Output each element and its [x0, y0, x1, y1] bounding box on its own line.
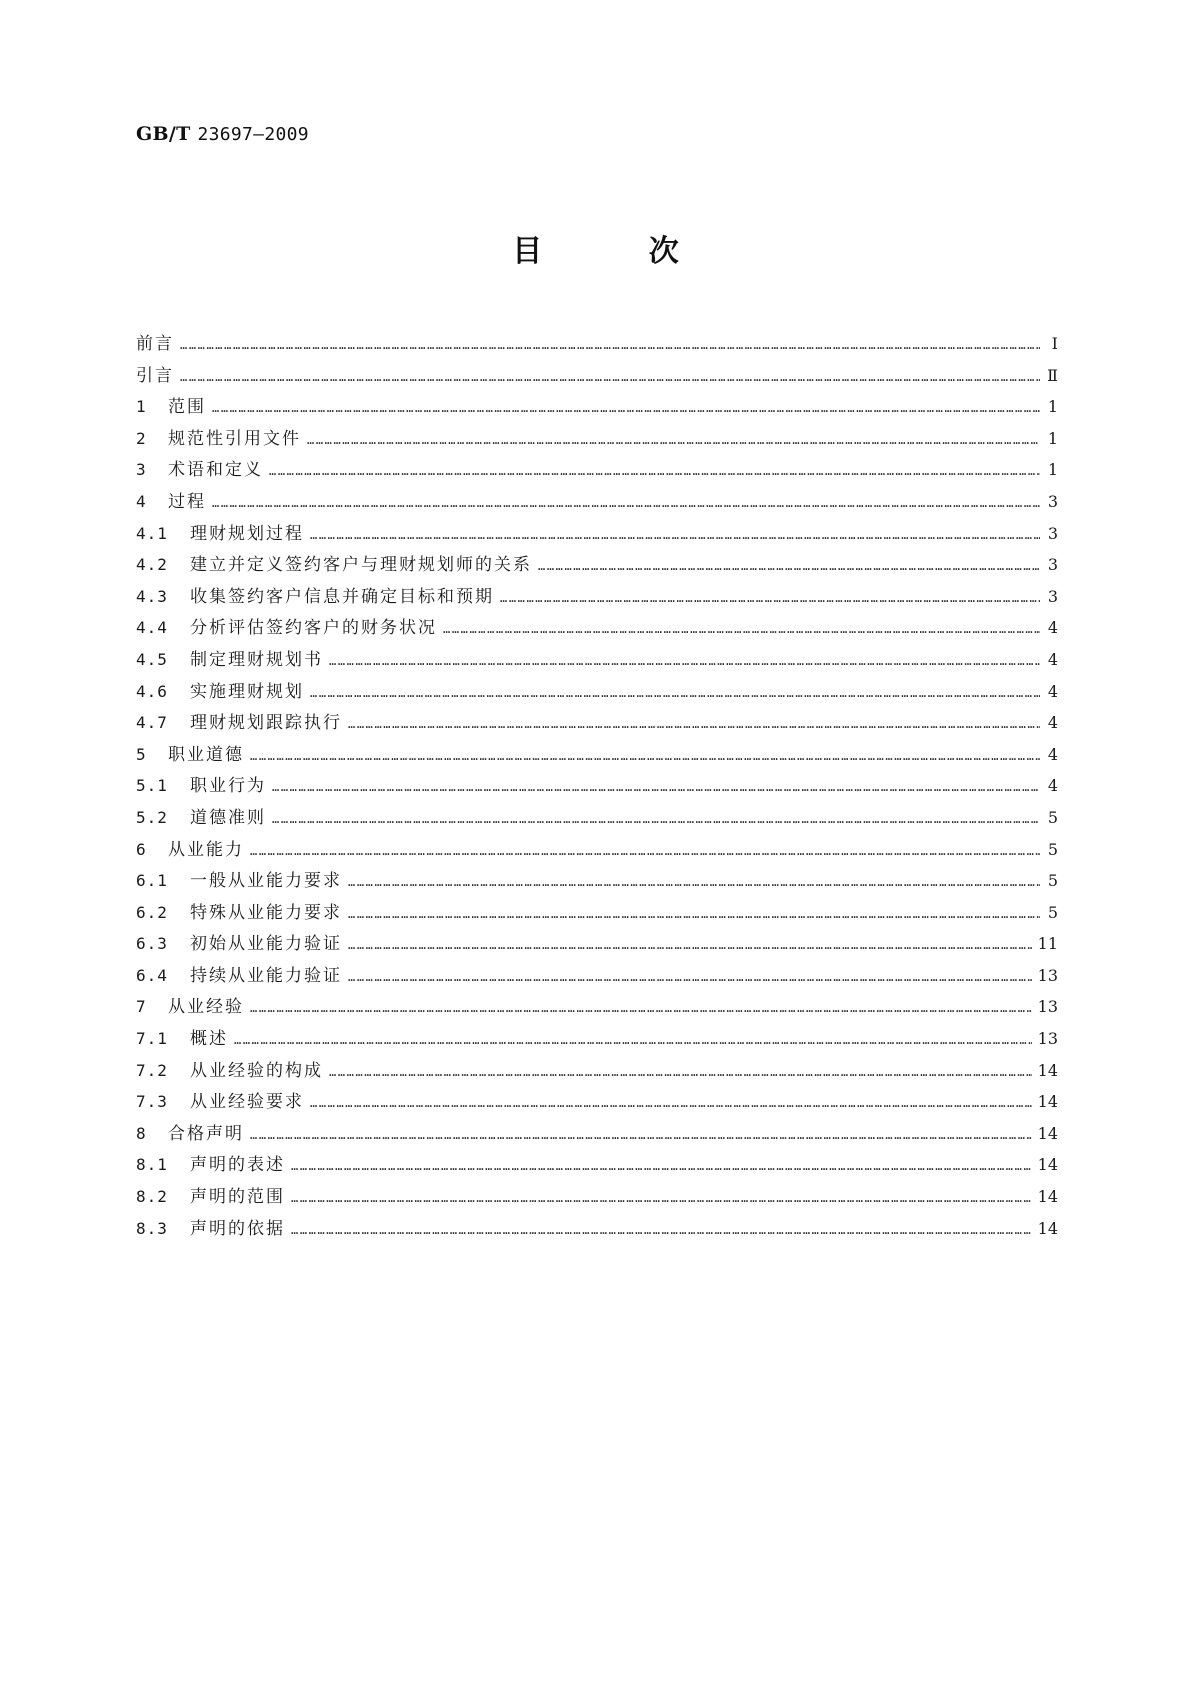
toc-dot-leader: [234, 1025, 1032, 1057]
toc-entry[interactable]: [136, 423, 1058, 455]
toc-entry-title: 初始从业能力验证: [190, 934, 342, 955]
toc-entry-number: 8.3: [136, 1218, 168, 1238]
toc-entry-title: 从业经验要求: [190, 1092, 304, 1113]
toc-entry[interactable]: [136, 360, 1058, 392]
toc-entry-page: 4: [1047, 681, 1058, 701]
toc-entry[interactable]: [136, 770, 1058, 802]
toc-entry-title: 声明的表述: [190, 1155, 285, 1176]
toc-dot-leader: [180, 362, 1040, 394]
toc-dot-leader: [310, 678, 1040, 710]
toc-entry-number: 6.1: [136, 871, 168, 891]
toc-entry-title: 术语和定义: [168, 460, 263, 481]
toc-entry-page: 3: [1047, 491, 1058, 511]
toc-dot-leader: [310, 520, 1040, 552]
toc-entry-page: Ⅱ: [1047, 365, 1058, 385]
toc-entry-page: 14: [1037, 1123, 1058, 1143]
standard-number: 23697—2009: [197, 124, 309, 145]
toc-dot-leader: [348, 709, 1040, 741]
toc-entry-page: 3: [1047, 555, 1058, 575]
toc-entry-page: 13: [1037, 1029, 1058, 1049]
toc-dot-leader: [250, 993, 1032, 1025]
toc-entry-page: 4: [1047, 776, 1058, 796]
toc-entry-number: 5: [136, 744, 147, 764]
toc-dot-leader: [348, 899, 1040, 931]
toc-entry-number: 8: [136, 1123, 147, 1143]
toc-dot-leader: [250, 1120, 1032, 1152]
toc-entry[interactable]: [136, 1213, 1058, 1245]
toc-dot-leader: [291, 1183, 1032, 1215]
standard-code: [136, 123, 309, 145]
toc-entry-title: 持续从业能力验证: [190, 965, 342, 986]
toc-entry-page: 11: [1037, 934, 1058, 954]
toc-dot-leader: [291, 1215, 1032, 1247]
toc-entry-page: 13: [1037, 965, 1058, 985]
toc-entry-number: 5.2: [136, 807, 168, 827]
toc-entry-title: 过程: [168, 491, 206, 512]
toc-dot-leader: [269, 456, 1040, 488]
toc-entry-page: 3: [1047, 586, 1058, 606]
toc-dot-leader: [250, 836, 1040, 868]
toc-entry[interactable]: [136, 486, 1058, 518]
toc-dot-leader: [212, 393, 1040, 425]
toc-entry[interactable]: [136, 1023, 1058, 1055]
toc-entry-title: 前言: [136, 334, 174, 354]
toc-entry[interactable]: [136, 676, 1058, 708]
toc-entry-title: 职业道德: [168, 744, 244, 765]
toc-entry[interactable]: [136, 518, 1058, 550]
toc-entry[interactable]: [136, 897, 1058, 929]
toc-entry[interactable]: [136, 707, 1058, 739]
toc-entry-number: 7.1: [136, 1029, 168, 1049]
toc-entry-number: 3: [136, 460, 147, 480]
toc-dot-leader: [272, 804, 1040, 836]
toc-entry-number: 4.7: [136, 713, 168, 733]
toc-entry-page: 1: [1047, 460, 1058, 480]
toc-entry[interactable]: [136, 1055, 1058, 1087]
toc-entry-title: 概述: [190, 1029, 228, 1050]
toc-entry-number: 5.1: [136, 776, 168, 796]
toc-entry-page: 4: [1047, 713, 1058, 733]
toc-entry-number: 4.4: [136, 618, 168, 638]
toc-entry[interactable]: [136, 612, 1058, 644]
toc-entry-number: 6: [136, 839, 147, 859]
toc-entry-title: 实施理财规划: [190, 681, 304, 702]
toc-entry[interactable]: [136, 960, 1058, 992]
toc-dot-leader: [212, 488, 1040, 520]
toc-entry-page: 14: [1037, 1060, 1058, 1080]
toc-dot-leader: [538, 551, 1040, 583]
toc-entry-page: 5: [1047, 871, 1058, 891]
toc-entry-title: 理财规划过程: [190, 523, 304, 544]
toc-dot-leader: [348, 962, 1032, 994]
toc-entry-number: 2: [136, 428, 147, 448]
toc-entry-title: 从业经验的构成: [190, 1060, 323, 1081]
toc-entry[interactable]: [136, 834, 1058, 866]
toc-entry-title: 引言: [136, 365, 174, 386]
toc-entry[interactable]: [136, 928, 1058, 960]
toc-entry-page: 13: [1037, 997, 1058, 1017]
toc-entry-number: 6.4: [136, 965, 168, 985]
toc-entry[interactable]: [136, 549, 1058, 581]
toc-entry-title: 收集签约客户信息并确定目标和预期: [190, 586, 494, 607]
toc-entry[interactable]: [136, 802, 1058, 834]
toc-entry-page: Ⅰ: [1051, 334, 1058, 353]
toc-entry-title: 分析评估签约客户的财务状况: [190, 618, 437, 639]
toc-entry-page: 1: [1047, 397, 1058, 417]
toc-entry-title: 制定理财规划书: [190, 649, 323, 670]
toc-entry-number: 8.2: [136, 1187, 168, 1207]
standard-prefix: GB/T: [136, 123, 191, 145]
toc-entry-number: 7.2: [136, 1060, 168, 1080]
toc-entry-title: 道德准则: [190, 807, 266, 828]
toc-entry-number: 6.2: [136, 902, 168, 922]
toc-entry-title: 范围: [168, 397, 206, 418]
toc-entry-title: 合格声明: [168, 1123, 244, 1144]
toc-entry-number: 4.6: [136, 681, 168, 701]
toc-dot-leader: [348, 867, 1040, 899]
toc-entry-page: 4: [1047, 618, 1058, 638]
toc-dot-leader: [329, 646, 1040, 678]
toc-entry-number: 4: [136, 491, 147, 511]
toc-dot-leader: [272, 772, 1040, 804]
toc-entry-title: 建立并定义签约客户与理财规划师的关系: [190, 555, 532, 576]
toc-entry-page: 14: [1037, 1092, 1058, 1112]
toc-entry[interactable]: [136, 391, 1058, 423]
toc-entry-page: 14: [1037, 1155, 1058, 1175]
table-of-contents: [136, 328, 1058, 1244]
toc-entry-page: 14: [1037, 1218, 1058, 1238]
toc-entry[interactable]: [136, 1118, 1058, 1150]
toc-entry-title: 特殊从业能力要求: [190, 902, 342, 923]
toc-entry[interactable]: [136, 581, 1058, 613]
toc-entry-title: 一般从业能力要求: [190, 871, 342, 892]
toc-entry-page: 14: [1037, 1187, 1058, 1207]
toc-dot-leader: [348, 930, 1032, 962]
toc-entry-page: 5: [1047, 839, 1058, 859]
toc-entry-title: 声明的范围: [190, 1187, 285, 1208]
toc-entry-number: 1: [136, 397, 147, 417]
toc-entry-page: 3: [1047, 523, 1058, 543]
toc-entry-number: 6.3: [136, 934, 168, 954]
toc-entry-title: 职业行为: [190, 776, 266, 797]
toc-entry-number: 4.2: [136, 555, 168, 575]
toc-dot-leader: [310, 1088, 1032, 1120]
toc-entry[interactable]: [136, 644, 1058, 676]
toc-entry[interactable]: [136, 865, 1058, 897]
toc-entry-title: 从业能力: [168, 839, 244, 860]
toc-entry-number: 8.1: [136, 1155, 168, 1175]
toc-entry-title: 理财规划跟踪执行: [190, 713, 342, 734]
toc-entry-number: 4.3: [136, 586, 168, 606]
toc-entry[interactable]: [136, 1149, 1058, 1181]
toc-entry-page: 4: [1047, 744, 1058, 764]
toc-entry[interactable]: [136, 1181, 1058, 1213]
toc-entry-title: 规范性引用文件: [168, 428, 301, 449]
toc-entry-page: 5: [1047, 807, 1058, 827]
toc-entry[interactable]: [136, 1086, 1058, 1118]
toc-dot-leader: [180, 330, 1040, 362]
toc-heading: 目 次: [512, 234, 727, 269]
toc-entry-title: 声明的依据: [190, 1218, 285, 1239]
toc-entry-number: 7: [136, 997, 147, 1017]
toc-dot-leader: [250, 741, 1040, 773]
toc-entry-page: 1: [1047, 428, 1058, 448]
toc-entry-page: 5: [1047, 902, 1058, 922]
toc-entry-page: 4: [1047, 649, 1058, 669]
toc-entry[interactable]: [136, 454, 1058, 486]
toc-dot-leader: [307, 425, 1040, 457]
toc-entry-number: 4.1: [136, 523, 168, 543]
toc-entry-title: 从业经验: [168, 997, 244, 1018]
toc-dot-leader: [500, 583, 1040, 615]
toc-dot-leader: [443, 614, 1040, 646]
toc-entry[interactable]: [136, 328, 1058, 360]
toc-entry-number: 7.3: [136, 1092, 168, 1112]
toc-entry[interactable]: [136, 991, 1058, 1023]
toc-entry-number: 4.5: [136, 649, 168, 669]
toc-entry[interactable]: [136, 739, 1058, 771]
toc-dot-leader: [291, 1151, 1032, 1183]
toc-dot-leader: [329, 1057, 1032, 1089]
